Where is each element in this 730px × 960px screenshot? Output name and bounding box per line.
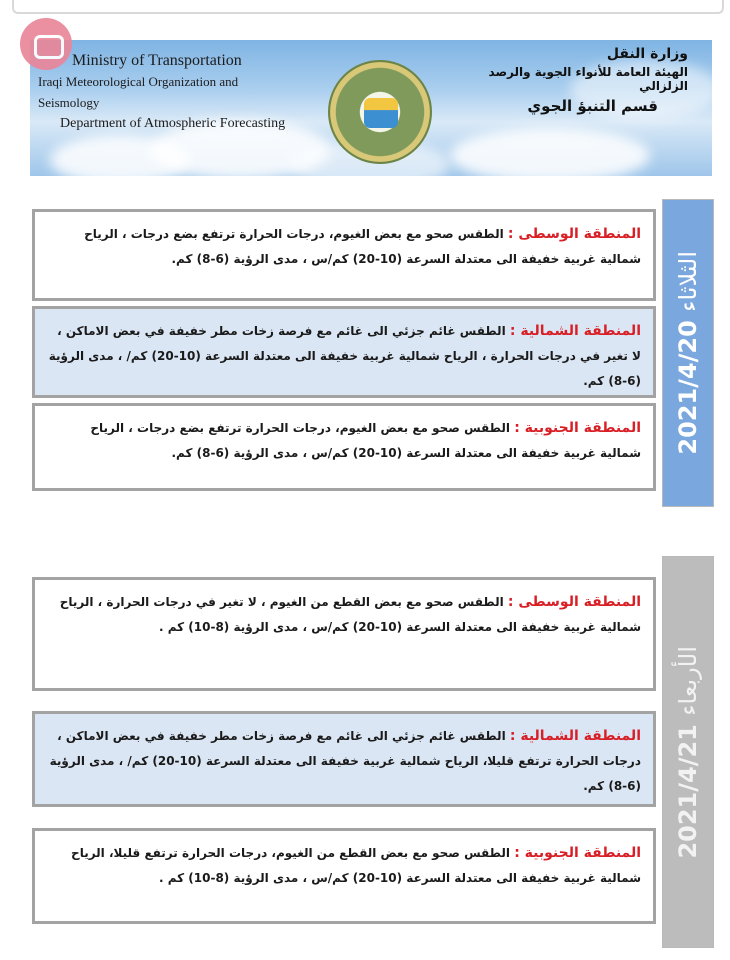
ministry-name-en: Ministry of Transportation <box>72 52 242 69</box>
forecast-text: الطقس غائم جزئي الى غائم مع فرصة زخات مطر خفيفة في بعض الاماكن ، درجات الحرارة ترتفع قليلا، الرياح شمالية غربية خفيفة الى معتدلة السرعة (10-20) كم/ ، مدى الرؤية (6-8) كم. <box>49 729 641 793</box>
screen-record-icon[interactable] <box>20 18 72 70</box>
region-label: المنطقة الوسطى : <box>507 594 641 610</box>
forecast-card-central <box>32 577 656 691</box>
forecast-card-north <box>32 711 656 807</box>
day-tab-date: 2021/4/20 <box>674 320 702 455</box>
day-tab-weekday: الأربعاء <box>674 645 702 716</box>
logo-sun-water-emblem <box>364 98 398 128</box>
forecast-text: الطقس صحو مع بعض القطع من الغيوم، درجات الحرارة ترتفع قليلا، الرياح شمالية غربية خفيفة الى معتدلة السرعة (10-20) كم/س ، مدى الرؤية (8-10) كم . <box>71 846 641 885</box>
day-tab-label <box>674 646 702 859</box>
forecast-text: الطقس صحو مع بعض الغيوم، درجات الحرارة ترتفع بضع درجات ، الرياح شمالية غربية خفيفة الى معتدلة السرعة (10-20) كم/س ، مدى الرؤية (6-8) كم. <box>90 421 641 460</box>
day-tab-wednesday <box>662 556 714 948</box>
forecast-text: الطقس غائم جزئي الى غائم مع فرصة زخات مطر خفيفة في بعض الاماكن ، لا تغير في درجات الحرارة ، الرياح شمالية غربية خفيفة الى معتدلة السرعة (10-20) كم/ ، مدى الرؤية (6-8) كم. <box>48 324 641 388</box>
header-english-block <box>38 50 298 134</box>
forecast-card-south <box>32 403 656 491</box>
organization-name-ar: الهيئة العامة للأنواء الجوية والرصد الزلزالي <box>488 65 688 93</box>
region-label: المنطقة الشمالية : <box>509 728 641 744</box>
top-frame-edge <box>12 0 724 14</box>
header-arabic-block <box>448 46 688 115</box>
day-tab-tuesday <box>662 199 714 507</box>
letterhead-banner <box>30 40 712 176</box>
organization-name-en: Iraqi Meteorological Organization and Seismology <box>38 74 239 110</box>
department-name-ar: قسم التنبؤ الجوي <box>527 97 658 115</box>
organization-logo-icon <box>328 60 432 164</box>
day-tab-label <box>674 251 702 455</box>
forecast-text: الطقس صحو مع بعض الغيوم، درجات الحرارة ترتفع بضع درجات ، الرياح شمالية غربية خفيفة الى معتدلة السرعة (10-20) كم/س ، مدى الرؤية (6-8) كم. <box>84 227 641 266</box>
region-label: المنطقة الجنوبية : <box>514 420 641 436</box>
region-label: المنطقة الشمالية : <box>509 323 641 339</box>
forecast-text: الطقس صحو مع بعض القطع من الغيوم ، لا تغير في درجات الحرارة ، الرياح شمالية غربية خفيفة الى معتدلة السرعة (10-20) كم/س ، مدى الرؤية (8-10) كم . <box>59 595 641 634</box>
department-name-en: Department of Atmospheric Forecasting <box>60 116 286 131</box>
day-tab-weekday: الثلاثاء <box>674 251 702 313</box>
forecast-card-central <box>32 209 656 301</box>
day-tab-date: 2021/4/21 <box>674 723 702 859</box>
region-label: المنطقة الجنوبية : <box>514 845 641 861</box>
forecast-card-south <box>32 828 656 924</box>
forecast-card-north <box>32 306 656 398</box>
ministry-name-ar: وزارة النقل <box>606 46 688 62</box>
region-label: المنطقة الوسطى : <box>507 226 641 242</box>
